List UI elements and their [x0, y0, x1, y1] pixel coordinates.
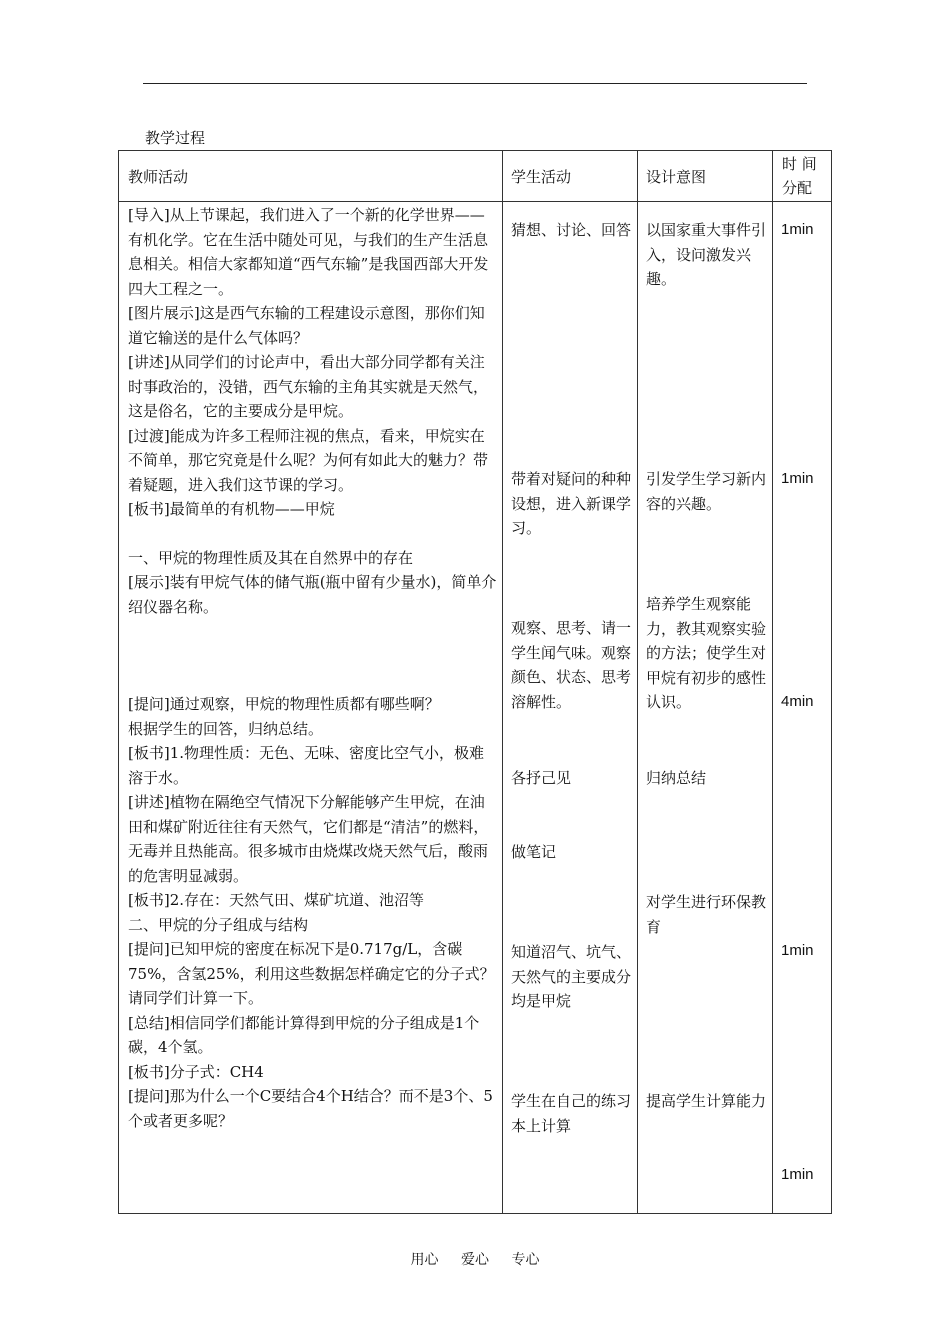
- header-teacher: 教师活动: [128, 168, 189, 186]
- teacher-line: [讲述]植物在隔绝空气情况下分解能够产生甲烷，在油田和煤矿附近往往有天然气，它们都是“清洁”的燃料，无毒并且热能高。很多城市由烧煤改烧天然气后，酸雨的危害明显减弱。: [128, 793, 489, 885]
- teacher-line: 二、甲烷的分子组成与结构: [128, 915, 309, 934]
- teacher-line: [板书]分子式：CH4: [128, 1062, 264, 1081]
- teacher-line: [导入]从上节课起，我们进入了一个新的化学世界——有机化学。它在生活中随处可见，与我们的生产生活息息相关。相信大家都知道“西气东输”是我国西部大开发四大工程之一。: [128, 206, 489, 298]
- teacher-line: [展示]装有甲烷气体的储气瓶(瓶中留有少量水)，简单介绍仪器名称。: [128, 573, 497, 616]
- design-item: 引发学生学习新内容的兴趣。: [646, 470, 767, 513]
- student-item: 各抒己见: [511, 769, 572, 787]
- student-item: 知道沼气、坑气、天然气的主要成分均是甲烷: [511, 943, 632, 1010]
- student-item: 猜想、讨论、回答: [511, 221, 632, 239]
- header-design: 设计意图: [646, 168, 707, 186]
- header-rule: [143, 83, 807, 84]
- design-item: 归纳总结: [646, 769, 707, 787]
- page-footer: 用心 爱心 专心: [410, 1252, 540, 1268]
- teacher-line: [讲述]从同学们的讨论声中，看出大部分同学都有关注时事政治的，没错，西气东输的主角其实就是天然气，这是俗名，它的主要成分是甲烷。: [128, 353, 489, 420]
- column-divider: [637, 151, 638, 1213]
- teacher-line: [图片展示]这是西气东输的工程建设示意图，那你们知道它输送的是什么气体吗？: [128, 304, 485, 347]
- teacher-line: [板书]2.存在：天然气田、煤矿坑道、池沼等: [128, 891, 425, 909]
- student-item: 观察、思考、请一学生闻气味。观察颜色、状态、思考溶解性。: [511, 619, 632, 711]
- header-time-line2: 分配: [782, 179, 813, 197]
- column-divider: [502, 151, 503, 1213]
- header-divider: [119, 201, 831, 202]
- design-item: 对学生进行环保教育: [646, 893, 767, 936]
- time-item: 1min: [781, 942, 814, 959]
- section-title: 教学过程: [145, 129, 206, 147]
- time-item: 1min: [781, 221, 814, 238]
- teacher-line: [总结]相信同学们都能计算得到甲烷的分子组成是1个碳，4个氢。: [128, 1013, 480, 1056]
- design-item: 以国家重大事件引入，设问激发兴趣。: [646, 221, 767, 288]
- design-item: 提高学生计算能力: [646, 1092, 767, 1110]
- student-item: 带着对疑问的种种设想，进入新课学习。: [511, 470, 632, 537]
- teacher-line: [板书]1.物理性质：无色、无味、密度比空气小，极难溶于水。: [128, 744, 485, 787]
- column-divider: [772, 151, 773, 1213]
- student-item: 学生在自己的练习本上计算: [511, 1092, 632, 1135]
- time-item: 1min: [781, 470, 814, 487]
- design-item: 培养学生观察能力，教其观察实验的方法；使学生对甲烷有初步的感性认识。: [646, 595, 767, 711]
- header-student: 学生活动: [511, 168, 572, 186]
- teacher-line: [提问]通过观察，甲烷的物理性质都有哪些啊？: [128, 695, 440, 713]
- teacher-line: [过渡]能成为许多工程师注视的焦点，看来，甲烷实在不简单，那它究竟是什么呢？为何有如此大的魅力？带着疑题，进入我们这节课的学习。: [128, 426, 489, 494]
- teacher-activities: [128, 203, 498, 1133]
- teacher-line: [板书]最简单的有机物——甲烷: [128, 500, 335, 518]
- time-item: 4min: [781, 693, 814, 710]
- student-item: 做笔记: [511, 843, 557, 861]
- teacher-line: [提问]已知甲烷的密度在标况下是0.717g/L，含碳75%，含氢25%，利用这些数据怎样确定它的分子式？请同学们计算一下。: [128, 940, 495, 1007]
- header-time-line1: 时 间: [782, 155, 817, 173]
- time-item: 1min: [781, 1166, 814, 1183]
- teacher-line: 根据学生的回答，归纳总结。: [128, 719, 324, 738]
- teacher-line: 一、甲烷的物理性质及其在自然界中的存在: [128, 548, 414, 567]
- teacher-line: [提问]那为什么一个C要结合4个H结合？而不是3个、5个或者更多呢？: [128, 1087, 493, 1130]
- lesson-table: [118, 150, 832, 1214]
